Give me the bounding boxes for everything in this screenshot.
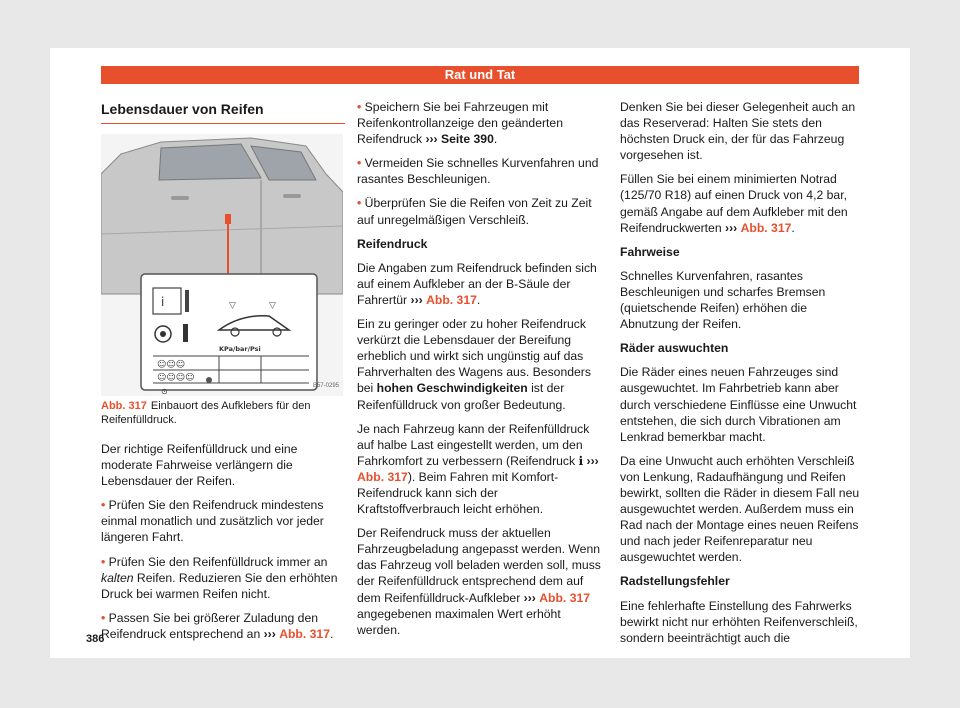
page-reference-link[interactable]: Seite 390 bbox=[441, 132, 494, 147]
paragraph-text: Ein zu geringer oder zu hoher Reifendruck verkürzt die Lebensdauer der Bereifung erheblich und wirkt sich ungünstig auf das Fahrverhalten des Wagens aus. Besonders bei bbox=[357, 317, 591, 396]
svg-text:i: i bbox=[161, 295, 165, 309]
bullet-text: Passen Sie bei größerer Zuladung den Reifendruck entsprechend an bbox=[101, 610, 319, 641]
bullet-dot: • bbox=[357, 196, 365, 211]
bullet-item bbox=[101, 554, 345, 602]
punctuation: . bbox=[330, 626, 334, 641]
car-sticker-illustration bbox=[101, 134, 343, 396]
bullet-dot: • bbox=[357, 100, 365, 114]
bullet-text: Prüfen Sie den Reifenfülldruck immer an bbox=[108, 554, 328, 569]
bold-text: hohen Geschwindigkeiten bbox=[376, 381, 528, 396]
figure-caption bbox=[101, 399, 345, 427]
sticker-unit-label: KPa/bar/Psi bbox=[219, 345, 261, 353]
figure-reference-link[interactable]: Abb. 317 bbox=[539, 590, 591, 605]
reference-arrow: ››› bbox=[263, 626, 276, 641]
svg-text:⊙: ⊙ bbox=[161, 387, 168, 396]
paragraph: Denken Sie bei dieser Gelegenheit auch an das Reserverad: Halten Sie stets den höchsten Druck ein, der für das Fahrzeug vorgesehen ist. bbox=[620, 100, 856, 163]
subheading-radstellungsfehler: Radstellungsfehler bbox=[620, 574, 730, 589]
section-title: Lebensdauer von Reifen bbox=[101, 100, 345, 124]
paragraph bbox=[620, 171, 860, 235]
figure-label: Abb. 317 bbox=[101, 400, 147, 412]
reference-arrow: ››› bbox=[725, 220, 738, 235]
paragraph-text: Je nach Fahrzeug kann der Reifenfülldruck auf halbe Last eingestellt werden, um den Fahrkomfort zu verbessern (Reifendruck bbox=[357, 421, 590, 468]
subheading-reifendruck: Reifendruck bbox=[357, 236, 428, 251]
figure-reference-link[interactable]: Abb. 317 bbox=[357, 469, 408, 484]
punctuation: . bbox=[791, 220, 795, 235]
figure-number: B57-0295 bbox=[312, 382, 339, 389]
bullet-text: Vermeiden Sie schnelles Kurvenfahren und rasantes Beschleunigen. bbox=[357, 156, 599, 187]
figure-reference-link[interactable]: Abb. 317 bbox=[740, 220, 792, 235]
figure-317 bbox=[101, 134, 343, 396]
reference-arrow: ››› bbox=[425, 132, 438, 147]
emphasis-text: kalten bbox=[101, 570, 134, 585]
info-icon: ℹ bbox=[578, 453, 584, 468]
paragraph-text: ist der Reifenfülldruck von großer Bedeutung. bbox=[357, 381, 566, 412]
paragraph-text: Füllen Sie bei einem minimierten Notrad (125/70 R18) auf einen Druck von 4,2 bar, gemäß Angabe auf dem Aufkleber mit den Reifendruckwerten bbox=[620, 172, 848, 235]
svg-text:▽: ▽ bbox=[229, 301, 236, 311]
paragraph: Da eine Unwucht auch erhöhten Verschleiß von Lenkung, Radaufhängung und Reifen bewirkt, sollten die Räder in diesem Fall neu ausgewuchtet werden. Außerdem muss ein Rad nach der Montage eines neuen Reifens und nach jeder Reifenreparatur neu ausgewuchtet werden. bbox=[620, 453, 860, 565]
bullet-text: Prüfen Sie den Reifendruck mindestens einmal monatlich und zusätzlich vor jeder längeren Fahrt. bbox=[101, 498, 324, 545]
paragraph bbox=[357, 316, 602, 413]
bullet-dot: • bbox=[101, 554, 109, 569]
svg-text:☺☺☺☺: ☺☺☺☺ bbox=[157, 373, 195, 383]
paragraph-text: Die Angaben zum Reifendruck befinden sich auf einem Aufkleber an der B-Säule der Fahrertür bbox=[357, 260, 597, 307]
bullet-item bbox=[357, 99, 602, 147]
bullet-dot: • bbox=[101, 610, 109, 625]
bullet-text: Überprüfen Sie die Reifen von Zeit zu Zeit auf unregelmäßigen Verschleiß. bbox=[357, 196, 592, 227]
bullet-dot: • bbox=[357, 156, 365, 171]
column-2 bbox=[357, 99, 602, 646]
paragraph: Eine fehlerhafte Einstellung des Fahrwerks bewirkt nicht nur erhöhten Reifenverschleiß, sondern beeinträchtigt auch die bbox=[620, 598, 858, 645]
bullet-text: Reifen. Reduzieren Sie den erhöhten Druck bei warmen Reifen nicht. bbox=[101, 570, 338, 601]
bullet-text: Speichern Sie bei Fahrzeugen mit Reifenkontrollanzeige den geänderten Reifendruck bbox=[357, 100, 563, 147]
column-1 bbox=[101, 100, 345, 650]
figure-reference-link[interactable]: Abb. 317 bbox=[279, 626, 330, 641]
reference-arrow: ››› bbox=[410, 292, 423, 307]
punctuation: . bbox=[476, 292, 481, 307]
column-3 bbox=[620, 99, 860, 654]
paragraph bbox=[357, 260, 602, 308]
punctuation: . bbox=[493, 132, 498, 147]
bullet-item bbox=[101, 497, 345, 545]
page-number: 386 bbox=[86, 633, 105, 645]
bullet-item bbox=[357, 155, 602, 187]
paragraph-text: ). Beim Fahren mit Komfort-Reifendruck kann sich der Kraftstoffverbrauch leicht erhöhen. bbox=[357, 469, 559, 517]
reference-arrow: ››› bbox=[586, 453, 599, 468]
intro-paragraph: Der richtige Reifenfülldruck und eine moderate Fahrweise verlängern die Lebensdauer der Reifen. bbox=[101, 442, 298, 489]
paragraph bbox=[357, 525, 602, 638]
chapter-header: Rat und Tat bbox=[101, 66, 859, 84]
paragraph: Die Räder eines neuen Fahrzeuges sind ausgewuchtet. Im Fahrbetrieb kann aber durch verschiedene Einflüsse eine Unwucht entstehen, die sich durch Vibrationen am Lenkrad bemerkbar macht. bbox=[620, 365, 857, 444]
figure-reference-link[interactable]: Abb. 317 bbox=[426, 292, 477, 307]
paragraph bbox=[357, 421, 602, 518]
reference-arrow: ››› bbox=[523, 590, 536, 605]
paragraph: Schnelles Kurvenfahren, rasantes Beschleunigen und scharfes Bremsen (quietschende Reifen) erhöhen die Abnutzung der Reifen. bbox=[620, 268, 826, 332]
svg-text:▽: ▽ bbox=[269, 301, 276, 311]
figure-caption-text: Einbauort des Aufklebers für den Reifenfülldruck. bbox=[101, 400, 311, 426]
subheading-raeder-auswuchten: Räder auswuchten bbox=[620, 341, 729, 356]
bullet-item bbox=[357, 195, 602, 227]
paragraph-text: Der Reifendruck muss der aktuellen Fahrzeugbeladung angepasst werden. Wenn das Fahrzeug voll beladen werden soll, muss der Reifenfülldruck entsprechend dem auf dem Reifenfülldruck-Aufkleber bbox=[357, 526, 601, 605]
bullet-item bbox=[101, 610, 345, 642]
subheading-fahrweise: Fahrweise bbox=[620, 244, 680, 259]
paragraph-text: angegebenen maximalen Wert erhöht werden. bbox=[357, 606, 561, 637]
svg-text:☺☺☺: ☺☺☺ bbox=[157, 360, 186, 370]
bullet-dot: • bbox=[101, 498, 109, 513]
